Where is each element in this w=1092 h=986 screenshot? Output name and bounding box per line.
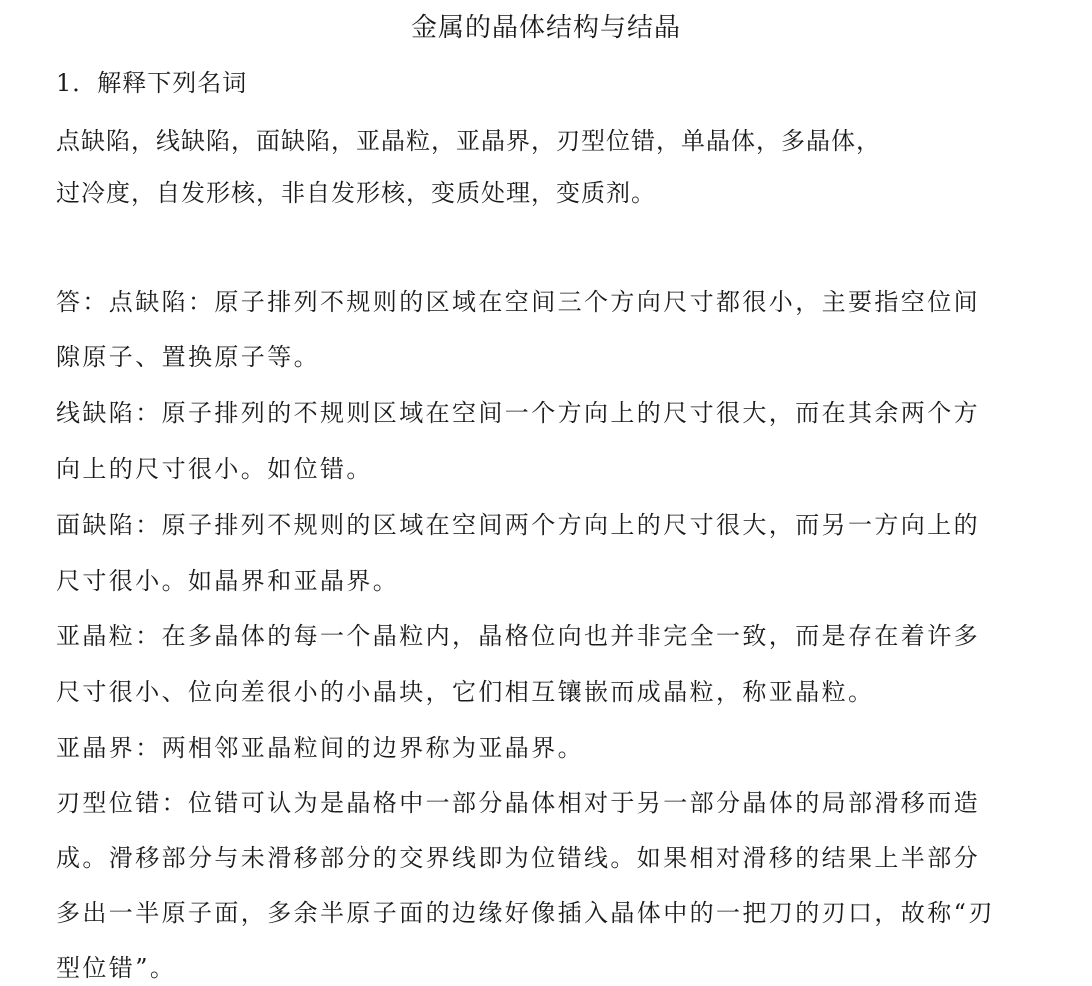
answer-line: 面缺陷：原子排列不规则的区域在空间两个方向上的尺寸很大，而另一方向上的 [56,511,980,539]
answer-line: 隙原子、置换原子等。 [56,343,320,371]
terms-line-1: 点缺陷，线缺陷，面缺陷，亚晶粒，亚晶界，刃型位错，单晶体，多晶体， [56,127,881,155]
answer-line: 尺寸很小。如晶界和亚晶界。 [56,567,400,595]
answer-line: 型位错”。 [56,954,177,982]
answer-line: 答：点缺陷：原子排列不规则的区域在空间三个方向尺寸都很小，主要指空位间 [56,288,980,316]
document-title: 金属的晶体结构与结晶 [410,13,681,43]
answer-line: 刃型位错：位错可认为是晶格中一部分晶体相对于另一部分晶体的局部滑移而造 [56,789,980,817]
answer-line: 尺寸很小、位向差很小的小晶块，它们相互镶嵌而成晶粒，称亚晶粒。 [56,678,875,706]
answer-line: 亚晶界：两相邻亚晶粒间的边界称为亚晶界。 [56,734,584,762]
answer-line: 多出一半原子面，多余半原子面的边缘好像插入晶体中的一把刀的刃口，故称“刃 [56,899,995,927]
question-heading: 1．解释下列名词 [56,69,248,97]
answer-line: 向上的尺寸很小。如位错。 [56,455,373,483]
answer-line: 亚晶粒：在多晶体的每一个晶粒内，晶格位向也并非完全一致，而是存在着许多 [56,622,980,650]
terms-line-2: 过冷度，自发形核，非自发形核，变质处理，变质剂。 [56,179,656,207]
answer-line: 成。滑移部分与未滑移部分的交界线即为位错线。如果相对滑移的结果上半部分 [56,844,980,872]
answer-line: 线缺陷：原子排列的不规则区域在空间一个方向上的尺寸很大，而在其余两个方 [56,399,980,427]
